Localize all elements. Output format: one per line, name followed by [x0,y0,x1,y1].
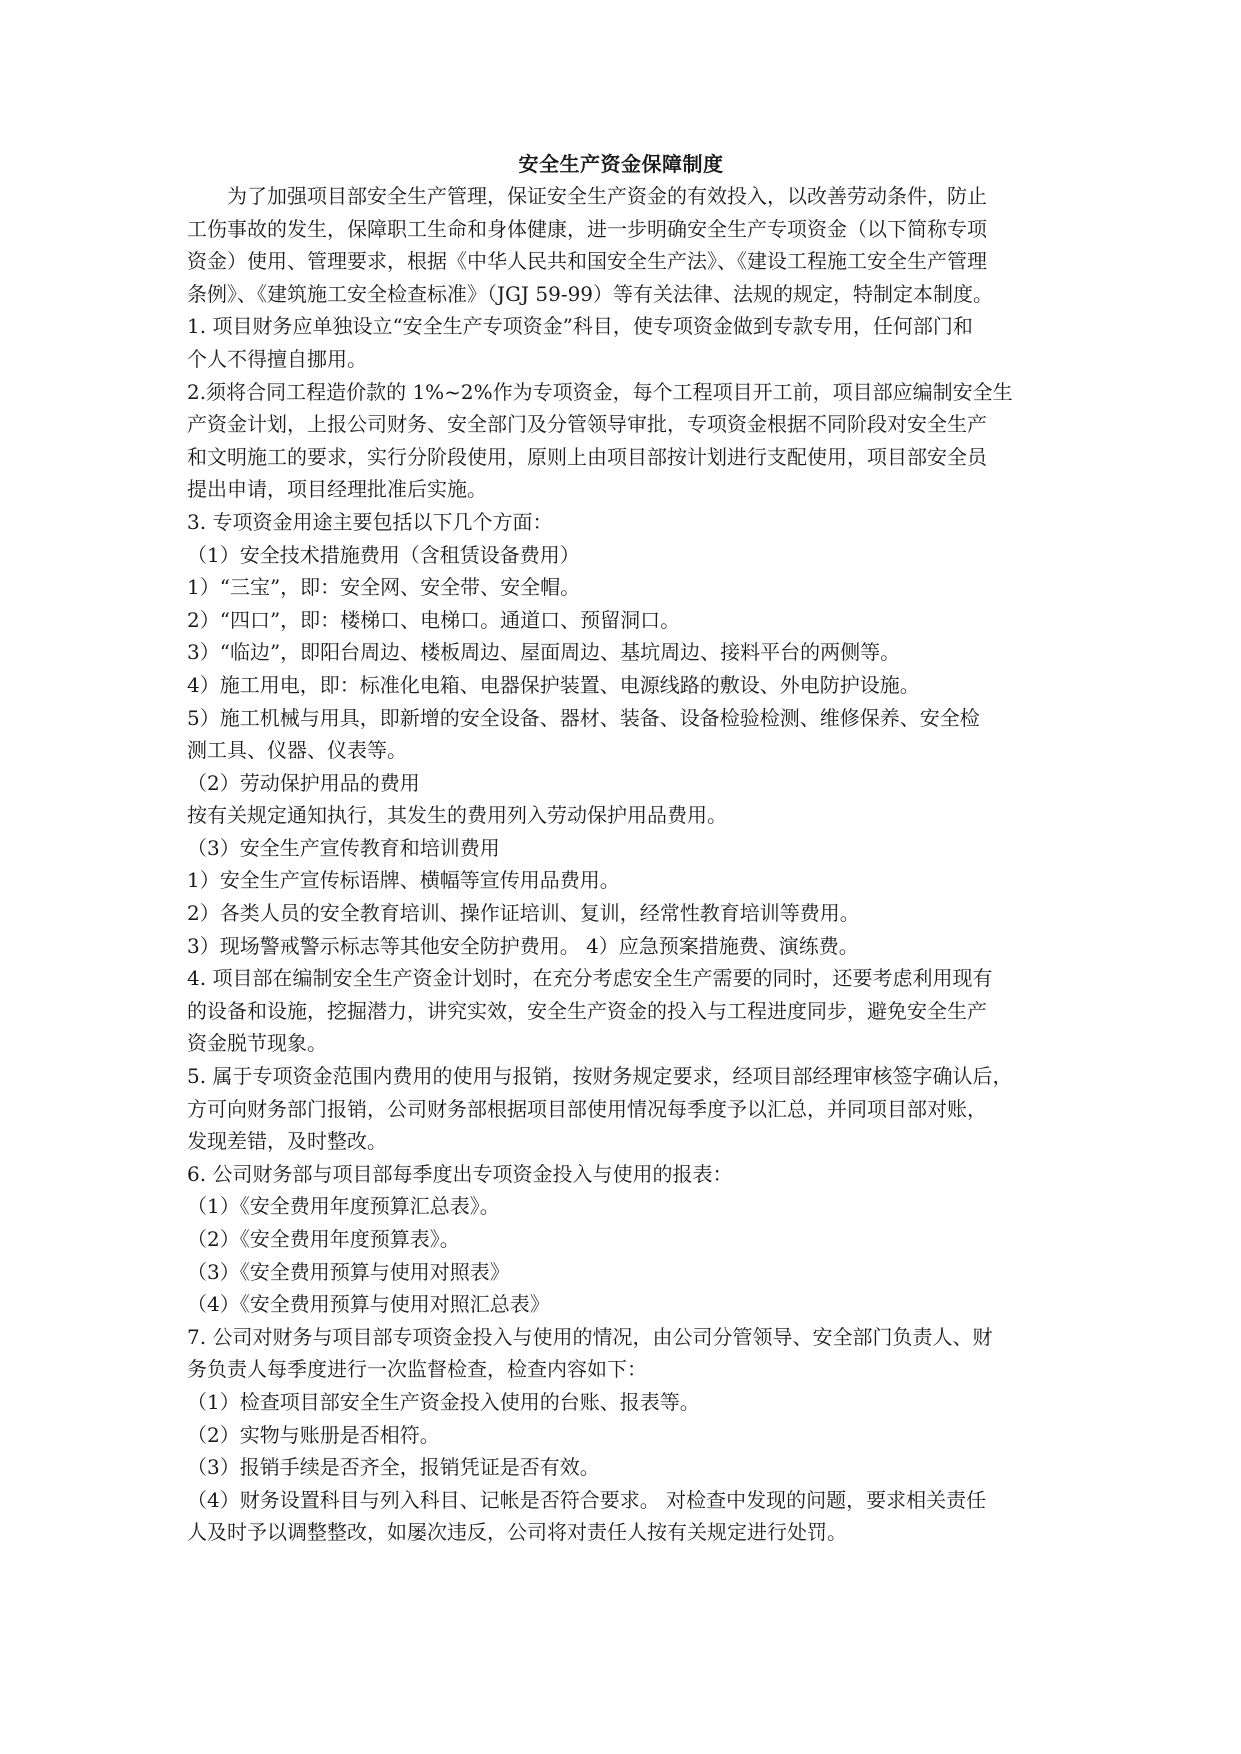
paragraph-line: 3. 专项资金用途主要包括以下几个方面： [187,509,553,534]
paragraph-line: 4）施工用电，即：标准化电箱、电器保护装置、电源线路的敷设、外电防护设施。 [187,672,920,697]
paragraph-line: 的设备和设施，挖掘潜力，讲究实效，安全生产资金的投入与工程进度同步，避免安全生产 [187,998,987,1023]
paragraph-line: 方可向财务部门报销，公司财务部根据项目部使用情况每季度予以汇总，并同项目部对账， [187,1096,987,1121]
paragraph-line: 人及时予以调整整改，如屡次违反，公司将对责任人按有关规定进行处罚。 [187,1520,847,1545]
paragraph-line: 工伤事故的发生，保障职工生命和身体健康，进一步明确安全生产专项资金（以下简称专项 [187,216,987,241]
paragraph-line: 2.须将合同工程造价款的 1%~2%作为专项资金，每个工程项目开工前，项目部应编制安全生 [187,379,1013,404]
paragraph-line: 1. 项目财务应单独设立“安全生产专项资金”科目，使专项资金做到专款专用，任何部门和 [187,314,973,339]
paragraph-line: 2）“四口”，即：楼梯口、电梯口。通道口、预留洞口。 [187,607,681,632]
paragraph-line: 和文明施工的要求，实行分阶段使用，原则上由项目部按计划进行支配使用，项目部安全员 [187,444,987,469]
paragraph-line: （2）劳动保护用品的费用 [187,770,420,795]
paragraph-line: 提出申请，项目经理批准后实施。 [187,477,487,502]
paragraph-line: 产资金计划，上报公司财务、安全部门及分管领导审批，专项资金根据不同阶段对安全生产 [187,412,987,437]
paragraph-line: 3）现场警戒警示标志等其他安全防护费用。 4）应急预案措施费、演练费。 [187,933,859,958]
paragraph-line: （3）《安全费用预算与使用对照表》 [187,1259,510,1284]
paragraph-line: 3）“临边”，即阳台周边、楼板周边、屋面周边、基坑周边、接料平台的两侧等。 [187,640,901,665]
paragraph-line: 1）“三宝”，即：安全网、安全带、安全帽。 [187,575,581,600]
paragraph-line: 务负责人每季度进行一次监督检查，检查内容如下： [187,1357,647,1382]
paragraph-line: 7. 公司对财务与项目部专项资金投入与使用的情况，由公司分管领导、安全部门负责人、财 [187,1324,993,1349]
paragraph-line: （4）财务设置科目与列入科目、记帐是否符合要求。 对检查中发现的问题，要求相关责任 [187,1487,987,1512]
paragraph-line: （3）报销手续是否齐全，报销凭证是否有效。 [187,1455,600,1480]
document-body [187,180,1055,1549]
paragraph-line: 6. 公司财务部与项目部每季度出专项资金投入与使用的报表： [187,1161,733,1186]
paragraph-line: 资金脱节现象。 [187,1031,327,1056]
paragraph-line: 测工具、仪器、仪表等。 [187,738,407,763]
document-page [187,148,1055,1549]
document-title: 安全生产资金保障制度 [518,152,724,176]
paragraph-line: 发现差错，及时整改。 [187,1129,387,1154]
paragraph-line: （4）《安全费用预算与使用对照汇总表》 [187,1292,550,1317]
paragraph-line: 1）安全生产宣传标语牌、横幅等宣传用品费用。 [187,868,620,893]
paragraph-line: （2）《安全费用年度预算表》。 [187,1227,460,1251]
paragraph-line: 为了加强项目部安全生产管理，保证安全生产资金的有效投入，以改善劳动条件，防止 [227,184,987,208]
paragraph-line: （1）检查项目部安全生产资金投入使用的台账、报表等。 [187,1389,700,1414]
paragraph-line: （2）实物与账册是否相符。 [187,1422,440,1447]
paragraph-line: 资金）使用、管理要求，根据《中华人民共和国安全生产法》、《建设工程施工安全生产管理 [187,249,987,274]
paragraph-line: （1）安全技术措施费用（含租赁设备费用） [187,542,580,567]
paragraph-line: 2）各类人员的安全教育培训、操作证培训、复训，经常性教育培训等费用。 [187,901,860,926]
paragraph-line: （3）安全生产宣传教育和培训费用 [187,835,500,860]
paragraph-line: 个人不得擅自挪用。 [187,346,367,371]
paragraph-line: 5. 属于专项资金范围内费用的使用与报销，按财务规定要求，经项目部经理审核签字确认后， [187,1064,1013,1089]
paragraph-line: 4. 项目部在编制安全生产资金计划时，在充分考虑安全生产需要的同时，还要考虑利用现有 [187,966,993,991]
paragraph-line: （1）《安全费用年度预算汇总表》。 [187,1194,500,1219]
paragraph-line: 5）施工机械与用具，即新增的安全设备、器材、装备、设备检验检测、维修保养、安全检 [187,705,980,730]
paragraph-line: 按有关规定通知执行，其发生的费用列入劳动保护用品费用。 [187,803,727,828]
paragraph-line: 条例》、《建筑施工安全检查标准》（JGJ 59-99）等有关法律、法规的规定，特制定本制度。 [187,281,994,306]
